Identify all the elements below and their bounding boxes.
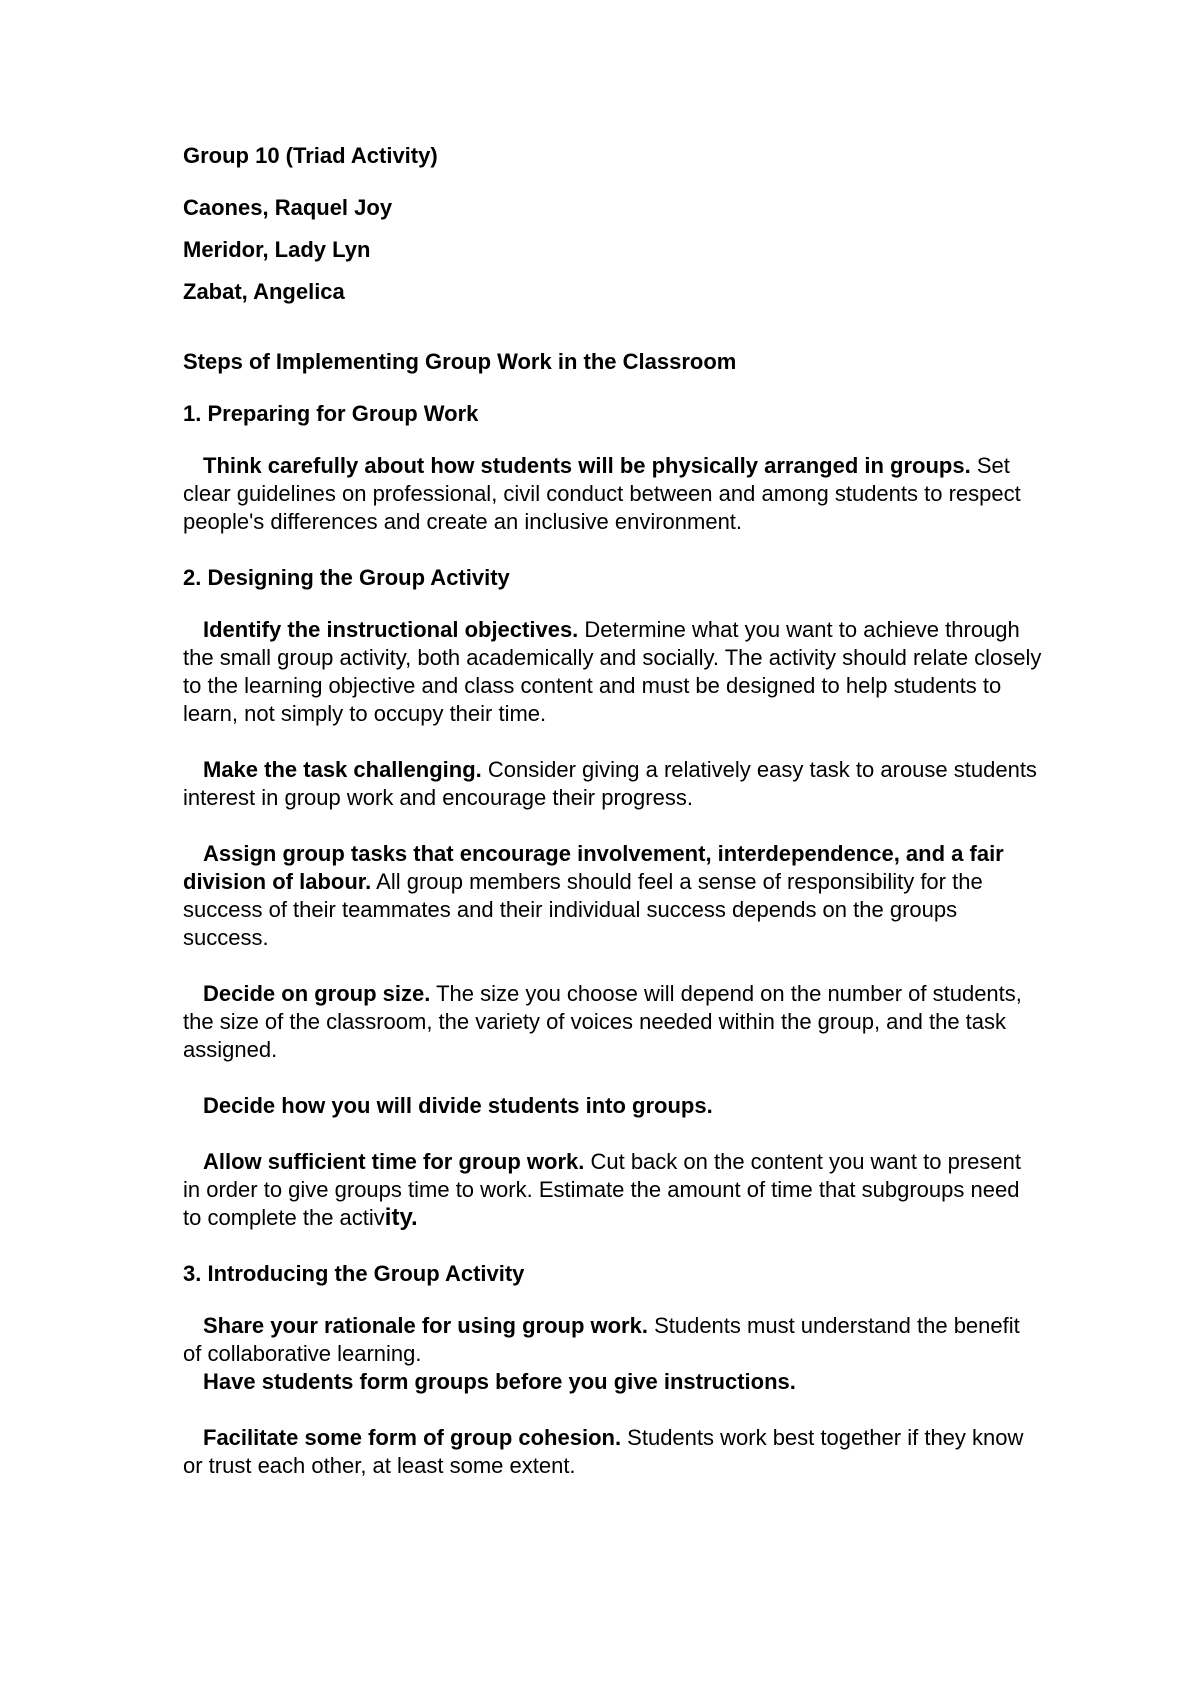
paragraph-lead: Identify the instructional objectives. [203,617,579,642]
paragraph-lead: Decide how you will divide students into groups. [203,1093,713,1118]
section-heading: 3. Introducing the Group Activity [183,1261,525,1286]
document-page [183,142,1043,1508]
section-heading: 2. Designing the Group Activity [183,565,510,590]
paragraph-body: Cut back on the content you want to present in order to give groups time to work. Estimate the amount of time that subgroups need to complete the activ [183,1149,1021,1230]
paragraph-body: All group members should feel a sense of responsibility for the success of their teammates and their individual success depends on the groups success. [183,869,983,950]
paragraph-body: Consider giving a relatively easy task to arouse students interest in group work and encourage their progress. [183,757,1037,810]
member-name: Meridor, Lady Lyn [183,237,371,262]
paragraph-lead: Assign group tasks that encourage involvement, interdependence, and a fair division of labour. [183,841,1004,894]
paragraph-lead: Allow sufficient time for group work. [203,1149,585,1174]
paragraph-lead: Share your rationale for using group work. [203,1313,648,1338]
paragraph [183,452,1043,536]
paragraph-body: Students must understand the benefit of collaborative learning. [183,1313,1020,1366]
paragraph [183,1368,1043,1396]
member-name: Zabat, Angelica [183,279,345,304]
paragraph [183,616,1043,728]
paragraph-lead: Think carefully about how students will be physically arranged in groups. [203,453,971,478]
paragraph [183,1424,1043,1480]
paragraph-lead: Facilitate some form of group cohesion. [203,1425,622,1450]
paragraph-body: Students work best together if they know or trust each other, at least some extent. [183,1425,1024,1478]
paragraph-lead: Make the task challenging. [203,757,482,782]
paragraph [183,980,1043,1064]
document-heading: Steps of Implementing Group Work in the Classroom [183,349,737,374]
member-name: Caones, Raquel Joy [183,195,393,220]
paragraph [183,840,1043,952]
document-title: Group 10 (Triad Activity) [183,143,438,168]
paragraph [183,1312,1043,1368]
paragraph [183,1092,1043,1120]
paragraph-body: Set clear guidelines on professional, civil conduct between and among students to respect people's differences and create an inclusive environment. [183,453,1021,534]
paragraph-body: Determine what you want to achieve through the small group activity, both academically and socially. The activity should relate closely to the learning objective and class content and must be designed to help students to learn, not simply to occupy their time. [183,617,1042,726]
paragraph-tail: ity. [384,1204,418,1231]
paragraph-lead: Have students form groups before you give instructions. [203,1369,796,1394]
paragraph [183,1148,1043,1232]
section-heading: 1. Preparing for Group Work [183,401,479,426]
paragraph-lead: Decide on group size. [203,981,431,1006]
paragraph [183,756,1043,812]
paragraph-body: The size you choose will depend on the number of students, the size of the classroom, the variety of voices needed within the group, and the task assigned. [183,981,1022,1062]
